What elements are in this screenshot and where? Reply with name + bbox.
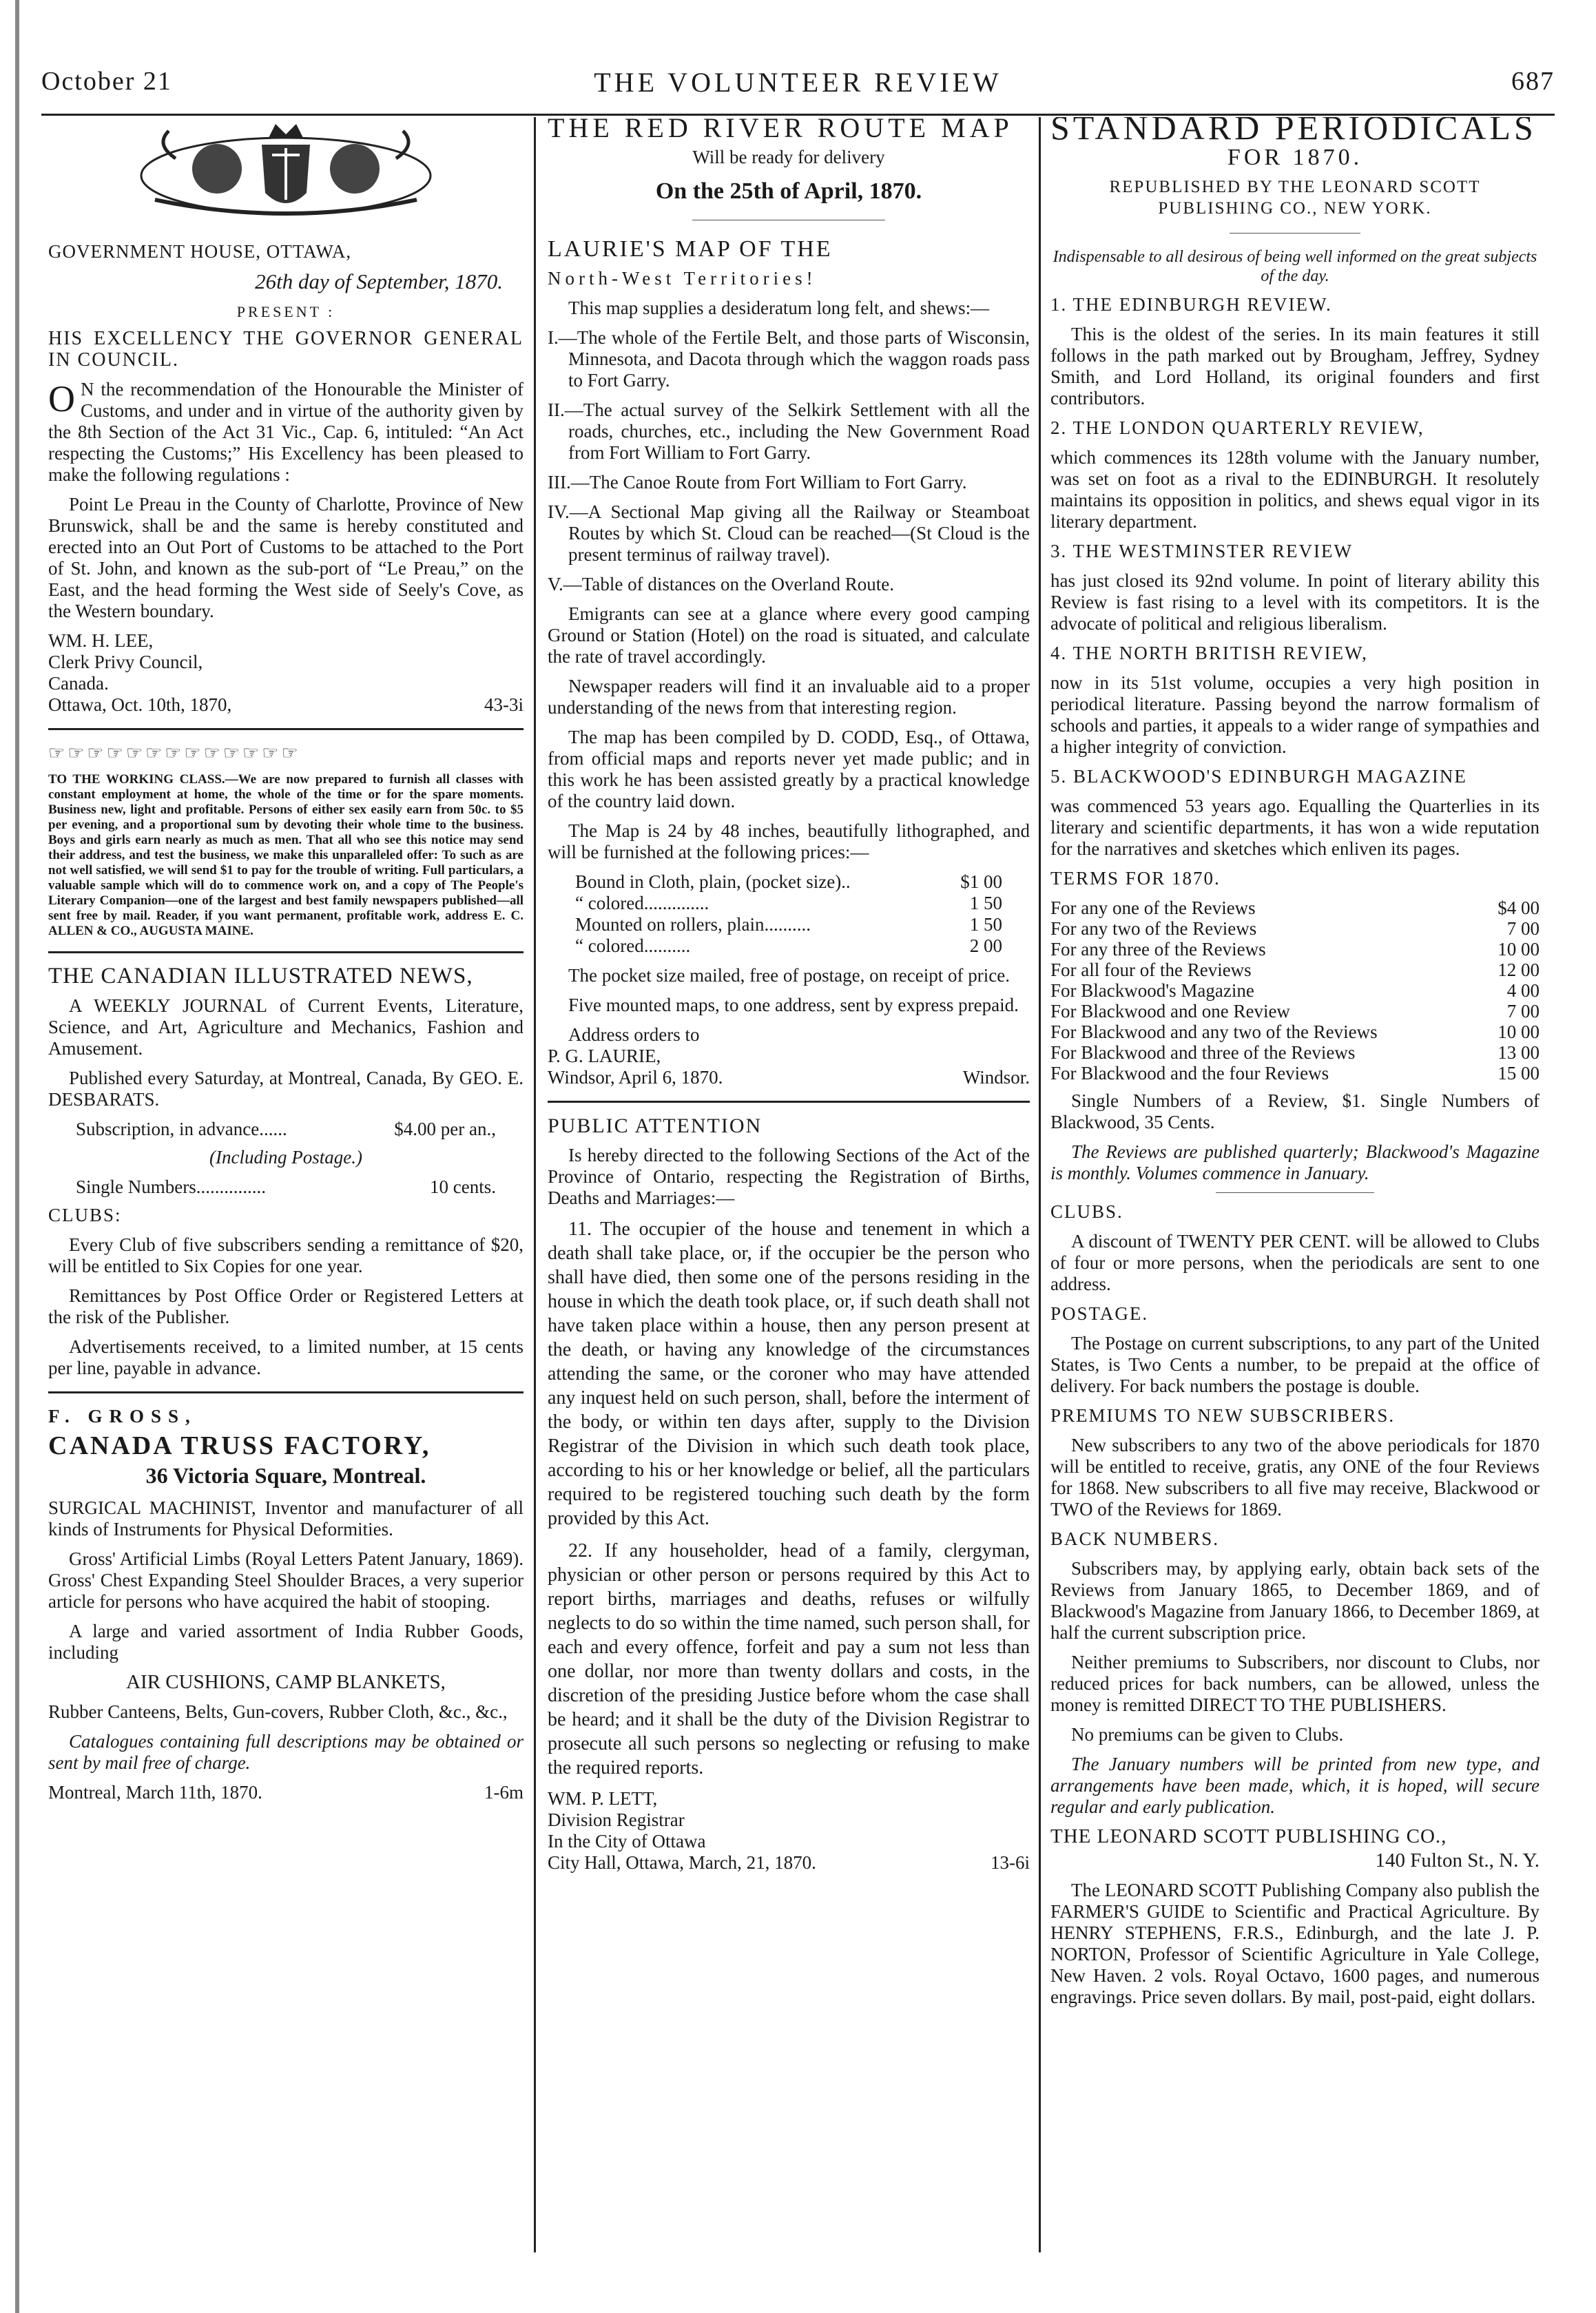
column-left xyxy=(48,117,524,2259)
gross-ref: 1-6m xyxy=(484,1782,524,1803)
column-rule-1 xyxy=(534,117,536,2252)
price-label: Bound in Cloth, plain, (pocket size).. xyxy=(575,871,851,892)
page-edge-shadow xyxy=(15,0,19,2313)
periodicals-indispensable: Indispensable to all desirous of being well informed on the great subjects of the day. xyxy=(1053,248,1537,285)
map-size: The Map is 24 by 48 inches, beautifully lithographed, and will be furnished at the following prices:— xyxy=(548,820,1030,862)
review-4-text: now in its 51st volume, occupies a very high position in periodical literature. Passing beyond the narrow formalism of schools and parties, it appeals to a wider range of sympathies and a higher integrity of conviction. xyxy=(1050,672,1540,757)
terms-row xyxy=(1050,980,1540,1001)
order-paragraph-2: Point Le Preau in the County of Charlotte, Province of New Brunswick, shall be and the same is hereby constituted and erected into an Out Port of Customs to be attached to the Port of St. John, and known as the sub-port of “Le Preau,” on the East, and the head forming the West side of Seely's Cove, as the Western boundary. xyxy=(48,494,524,621)
terms-row xyxy=(1050,1021,1540,1042)
windsor-date: Windsor, April 6, 1870. xyxy=(548,1067,723,1088)
terms-label: For Blackwood's Magazine xyxy=(1050,980,1254,1001)
terms-value: 10 00 xyxy=(1497,1021,1540,1042)
map-item-4: IV.—A Sectional Map giving all the Railway or Steamboat Routes by which St. Cloud can be reached—(St Cloud is the present terminus of railway travel). xyxy=(548,501,1030,565)
terms-row xyxy=(1050,898,1540,918)
no-premiums-text: No premiums can be given to Clubs. xyxy=(1071,1724,1344,1745)
terms-value: 4 00 xyxy=(1506,980,1540,1001)
cin-title: THE CANADIAN ILLUSTRATED NEWS, xyxy=(48,964,473,988)
gross-catalogues: Catalogues containing full descriptions may be obtained or sent by mail free of charge. xyxy=(48,1731,524,1773)
terms-label: For Blackwood and one Review xyxy=(1050,1001,1290,1021)
working-class-ad: TO THE WORKING CLASS.—We are now prepared to furnish all classes with constant employment at home, the whole of the time or for the spare moments. Business new, light and profitable. Persons of either sex easily earn from 50c. to $5 per evening, and a proportional sum by devoting their whole time to the business. Boys and girls earn nearly as much as men. That all who see this notice may send their address, and test the business, we make this unparalleled offer: To such as are not well satisfied, we will send $1 to pay for the trouble of writing. Full particulars, a valuable sample which will do to commence work on, and a copy of The People's Literary Companion—one of the largest and best family newspapers published—all sent free by mail. Reader, if you want permanent, profitable work, address E. C. ALLEN & CO., AUGUSTA MAINE. xyxy=(48,772,524,938)
price-row xyxy=(548,893,1030,914)
signer-country: Canada. xyxy=(48,673,109,694)
terms-value: 7 00 xyxy=(1506,1001,1540,1021)
cin-single xyxy=(48,1176,524,1198)
terms-row xyxy=(1050,939,1540,960)
map-newspaper: Newspaper readers will find it an invaluable aid to a proper understanding of the news from that interesting region. xyxy=(548,676,1030,718)
terms-label: For any three of the Reviews xyxy=(1050,939,1266,960)
price-value: $1 00 xyxy=(960,871,1002,892)
route-map-ready: Will be ready for delivery xyxy=(692,147,885,167)
royal-coat-of-arms-icon xyxy=(114,117,458,227)
drop-cap: O xyxy=(48,378,75,419)
price-value: 2 00 xyxy=(969,935,1002,956)
price-row xyxy=(548,935,1030,957)
terms-label: For Blackwood and the four Reviews xyxy=(1050,1063,1329,1083)
cin-subscription-value: $4.00 per an., xyxy=(394,1119,496,1139)
premiums-title: PREMIUMS TO NEW SUBSCRIBERS. xyxy=(1050,1405,1396,1426)
order-date: 26th day of September, 1870. xyxy=(255,269,503,293)
postage-text: The Postage on current subscriptions, to any part of the United States, is Two Cents a number, to be prepaid at the office of delivery. For back numbers the postage is double. xyxy=(1050,1333,1540,1396)
gross-address: 36 Victoria Square, Montreal. xyxy=(145,1463,426,1488)
review-5-text: was commenced 53 years ago. Equalling the Quarterlies in its literary and scientific departments, it has won a wide reputation for the narratives and sketches which enliven its pages. xyxy=(1050,796,1540,859)
cin-clubs-heading: CLUBS: xyxy=(48,1205,122,1225)
terms-label: For Blackwood and any two of the Reviews xyxy=(1050,1021,1378,1042)
excellency-heading: HIS EXCELLENCY THE GOVERNOR GENERAL IN COUNCIL. xyxy=(48,328,524,371)
price-label: “ colored.......... xyxy=(575,935,691,956)
separator xyxy=(548,1101,1030,1103)
neither-text: Neither premiums to Subscribers, nor discount to Clubs, nor reduced prices for back numbers, can be allowed, unless the money is remitted DIRECT TO THE PUBLISHERS. xyxy=(1050,1652,1540,1715)
short-rule xyxy=(1230,233,1360,234)
terms-row xyxy=(1050,1042,1540,1063)
review-2-text: which commences its 128th volume with the January number, was set on foot as a rival to the EDINBURGH. It resolutely maintains its opposition in politics, and shews equal vigor in its literary department. xyxy=(1050,447,1540,532)
price-value: 1 50 xyxy=(969,893,1002,913)
terms-list xyxy=(1050,898,1540,1083)
map-pocket: The pocket size mailed, free of postage, on receipt of price. xyxy=(568,965,1010,986)
gross-air-cushions: AIR CUSHIONS, CAMP BLANKETS, xyxy=(126,1671,446,1693)
lett-date: City Hall, Ottawa, March, 21, 1870. xyxy=(548,1852,816,1873)
order-paragraph-1 xyxy=(48,379,524,486)
review-1-title: 1. THE EDINBURGH REVIEW. xyxy=(1050,294,1332,315)
cin-clubs-text: Every Club of five subscribers sending a remittance of $20, will be entitled to Six Copies for one year. xyxy=(48,1234,524,1276)
cin-subscription-label: Subscription, in advance...... xyxy=(76,1119,287,1139)
terms-title: TERMS FOR 1870. xyxy=(1050,868,1221,889)
present-label: PRESENT : xyxy=(236,303,335,320)
map-item-1: I.—The whole of the Fertile Belt, and those parts of Wisconsin, Minnesota, and Dacota through which the waggon roads pass to Fort Garry. xyxy=(548,327,1030,391)
lett-ref: 13-6i xyxy=(991,1852,1030,1873)
back-numbers-title: BACK NUMBERS. xyxy=(1050,1528,1220,1549)
lett-footer xyxy=(548,1852,1030,1874)
gross-paragraph-1: SURGICAL MACHINIST, Inventor and manufacturer of all kinds of Instruments for Physical Deformities. xyxy=(48,1497,524,1539)
gross-factory: CANADA TRUSS FACTORY, xyxy=(48,1431,431,1460)
january-note: The January numbers will be printed from new type, and arrangements have been made, which, it is hoped, will secure regular and early publication. xyxy=(1050,1754,1540,1817)
terms-label: For Blackwood and three of the Reviews xyxy=(1050,1042,1356,1063)
map-item-5: V.—Table of distances on the Overland Route. xyxy=(548,574,894,594)
terms-label: For any two of the Reviews xyxy=(1050,918,1257,939)
map-item-3: III.—The Canoe Route from Fort William to Fort Garry. xyxy=(548,472,967,492)
map-compiled: The map has been compiled by D. CODD, Esq., of Ottawa, from official maps and reports never yet made public; and in this work he has been assisted greatly by a practical knowledge of the country laid down. xyxy=(548,727,1030,811)
north-west-territories-heading: North-West Territories! xyxy=(548,268,817,289)
map-item-2: II.—The actual survey of the Selkirk Settlement with all the roads, churches, etc., including the New Government Road from Fort William to Fort Garry. xyxy=(548,400,1030,463)
gross-paragraph-3: A large and varied assortment of India Rubber Goods, including xyxy=(48,1621,524,1663)
order-ref: 43-3i xyxy=(484,694,524,715)
map-address: Address orders to xyxy=(568,1024,700,1045)
farmers-guide: The LEONARD SCOTT Publishing Company also publish the FARMER'S GUIDE to Scientific and Practical Agriculture. By HENRY STEPHENS, F.R.S., Edinburgh, and the late J. P. NORTON, Professor of Scientific Agriculture in Yale College, New Haven. 2 vols. Royal Octavo, 1600 pages, and numerous engravings. Price seven dollars. By mail, post-paid, eight dollars. xyxy=(1050,1880,1540,2007)
premiums-text: New subscribers to any two of the above periodicals for 1870 will be entitled to receive, gratis, any ONE of the four Reviews for 1868. New subscribers to all five may receive, Blackwood or TWO of the Reviews for 1869. xyxy=(1050,1435,1540,1519)
route-map-title: THE RED RIVER ROUTE MAP xyxy=(548,117,1013,143)
terms-value: 13 00 xyxy=(1497,1042,1540,1063)
windsor-label: Windsor. xyxy=(962,1067,1030,1088)
terms-value: 12 00 xyxy=(1497,960,1540,980)
periodicals-year: FOR 1870. xyxy=(1227,145,1363,170)
lett-title: Division Registrar xyxy=(548,1809,685,1830)
order-text-1: N the recommendation of the Honourable the Minister of Customs, and under and in virtue of the authority given by the 8th Section of the Act 31 Vic., Cap. 6, intituled: “An Act respecting the Customs;” His Excellency has been pleased to make the following regulations : xyxy=(48,379,524,485)
gross-footer xyxy=(48,1782,524,1803)
public-paragraph-2: 11. The occupier of the house and tenement in which a death shall take place, or, if the occupier be the person who shall have died, then some one of the persons residing in the house in which the death took place, or, if such death shall not have taken place within a house, then any person present at the death, or having any knowledge of the circumstances attending the same, or the coroner who may have attended any inquest held on such person, shall, before the interment of the body, or within ten days after, supply to the Division Registrar of the Division in which such death took place, according to his or her knowledge or belief, all the particulars required to be registered touching such death by the form provided by this Act. xyxy=(548,1218,1030,1529)
route-map-date: On the 25th of April, 1870. xyxy=(655,178,922,204)
terms-row xyxy=(1050,960,1540,980)
gross-paragraph-2: Gross' Artificial Limbs (Royal Letters Patent January, 1869). Gross' Chest Expanding Steel Shoulder Braces, a very superior article for persons who have acquired the habit of stooping. xyxy=(48,1548,524,1612)
company-name: THE LEONARD SCOTT PUBLISHING CO., xyxy=(1050,1825,1447,1847)
cin-advertisements: Advertisements received, to a limited number, at 15 cents per line, payable in advance. xyxy=(48,1336,524,1378)
review-2-title: 2. THE LONDON QUARTERLY REVIEW, xyxy=(1050,417,1424,438)
clubs-text: A discount of TWENTY PER CENT. will be allowed to Clubs of four or more persons, when the periodicals are sent to one address. xyxy=(1050,1231,1540,1294)
short-rule xyxy=(1216,1192,1374,1193)
public-paragraph-3: 22. If any householder, head of a family, clergyman, physician or other person or persons required by this Act to report births, marriages and deaths, refuses or wilfully neglects to do so within the time named, such person shall, for each and every offence, forfeit and pay a sum not less than one dollar, nor more than twenty dollars and costs, in the discretion of the presiding Justice before whom the case shall be heard; and it shall be the duty of the Division Registrar to prosecute all such persons so neglecting or refusing to make the required reports. xyxy=(548,1540,1030,1778)
signer-name: WM. H. LEE, xyxy=(48,630,154,651)
review-5-title: 5. BLACKWOOD'S EDINBURGH MAGAZINE xyxy=(1050,766,1467,787)
header-date: October 21 xyxy=(41,67,172,96)
terms-row xyxy=(1050,1001,1540,1021)
price-label: “ colored.............. xyxy=(575,893,709,913)
public-paragraph-1: Is hereby directed to the following Sections of the Act of the Province of Ontario, respecting the Registration of Births, Deaths and Marriages:— xyxy=(548,1145,1030,1208)
cin-single-value: 10 cents. xyxy=(430,1176,496,1197)
terms-row xyxy=(1050,1063,1540,1083)
terms-label: For any one of the Reviews xyxy=(1050,898,1256,918)
column-middle xyxy=(548,117,1030,2259)
review-4-title: 4. THE NORTH BRITISH REVIEW, xyxy=(1050,643,1368,663)
order-title: GOVERNMENT HOUSE, OTTAWA, xyxy=(48,241,352,262)
map-intro: This map supplies a desideratum long felt, and shews:— xyxy=(568,298,990,318)
order-footer xyxy=(48,694,524,716)
price-label: Mounted on rollers, plain.......... xyxy=(575,914,811,935)
cin-single-label: Single Numbers............... xyxy=(76,1176,266,1197)
laurie-map-heading: LAURIE'S MAP OF THE xyxy=(548,236,833,262)
gross-paragraph-4: Rubber Canteens, Belts, Gun-covers, Rubber Cloth, &c., &c., xyxy=(48,1701,508,1722)
periodicals-title: STANDARD PERIODICALS xyxy=(1050,117,1537,147)
cin-postage: (Including Postage.) xyxy=(209,1147,362,1168)
cin-description: A WEEKLY JOURNAL of Current Events, Literature, Science, and Art, Agriculture and Mechanics, Fashion and Amusement. xyxy=(48,995,524,1059)
page-header xyxy=(41,66,1555,114)
terms-value: $4 00 xyxy=(1497,898,1540,918)
terms-row xyxy=(1050,918,1540,939)
order-place-date: Ottawa, Oct. 10th, 1870, xyxy=(48,694,232,715)
cin-subscription xyxy=(48,1119,524,1140)
separator xyxy=(48,1391,524,1393)
column-right xyxy=(1050,117,1540,2259)
terms-value: 15 00 xyxy=(1497,1063,1540,1083)
signer-title: Clerk Privy Council, xyxy=(48,652,203,672)
gross-name: F. GROSS, xyxy=(48,1406,197,1427)
periodicals-republished: REPUBLISHED BY THE LEONARD SCOTT PUBLISHING CO., NEW YORK. xyxy=(1109,178,1481,218)
clubs-title: CLUBS. xyxy=(1050,1201,1123,1222)
price-row xyxy=(548,871,1030,893)
public-attention-title: PUBLIC ATTENTION xyxy=(548,1114,763,1137)
column-rule-2 xyxy=(1039,117,1041,2252)
header-title: THE VOLUNTEER REVIEW xyxy=(594,67,1002,98)
terms-value: 10 00 xyxy=(1497,939,1540,960)
laurie-footer xyxy=(548,1067,1030,1088)
quarterly-note: The Reviews are published quarterly; Blackwood's Magazine is monthly. Volumes commence in January. xyxy=(1050,1141,1540,1183)
lett-city: In the City of Ottawa xyxy=(548,1831,706,1852)
map-emigrants: Emigrants can see at a glance where every good camping Ground or Station (Hotel) on the road is situated, and calculate the rate of travel accordingly. xyxy=(548,603,1030,667)
separator xyxy=(48,728,524,730)
review-1-text: This is the oldest of the series. In its main features it still follows in the path marked out by Brougham, Jeffrey, Sydney Smith, and Lord Holland, its original founders and first contributors. xyxy=(1050,324,1540,408)
header-page-number: 687 xyxy=(1511,67,1555,96)
back-numbers-text: Subscribers may, by applying early, obtain back sets of the Reviews from January 1865, to December 1869, and of Blackwood's Magazine from January 1866, to December 1869, at half the current subscription price. xyxy=(1050,1558,1540,1643)
gross-date: Montreal, March 11th, 1870. xyxy=(48,1782,262,1803)
price-row xyxy=(548,914,1030,935)
terms-label: For all four of the Reviews xyxy=(1050,960,1252,980)
lett-signature: WM. P. LETT, xyxy=(548,1788,658,1809)
map-five: Five mounted maps, to one address, sent by express prepaid. xyxy=(568,995,1019,1015)
single-numbers: Single Numbers of a Review, $1. Single Numbers of Blackwood, 35 Cents. xyxy=(1050,1090,1540,1132)
pointing-hands-icon: ☞☞☞☞☞☞☞☞☞☞☞☞☞ xyxy=(48,743,301,763)
review-3-title: 3. THE WESTMINSTER REVIEW xyxy=(1050,541,1353,561)
company-address: 140 Fulton St., N. Y. xyxy=(1375,1849,1540,1871)
postage-title: POSTAGE. xyxy=(1050,1303,1149,1324)
terms-value: 7 00 xyxy=(1506,918,1540,939)
price-value: 1 50 xyxy=(969,914,1002,935)
cin-published: Published every Saturday, at Montreal, Canada, By GEO. E. DESBARATS. xyxy=(48,1068,524,1110)
review-3-text: has just closed its 92nd volume. In point of literary ability this Review is fast rising to a level with its competitors. It is the advocate of political and religious liberalism. xyxy=(1050,570,1540,634)
header-rule xyxy=(41,114,1555,116)
cin-remittances: Remittances by Post Office Order or Registered Letters at the risk of the Publisher. xyxy=(48,1285,524,1327)
laurie-signature: P. G. LAURIE, xyxy=(548,1046,661,1066)
separator xyxy=(48,951,524,953)
